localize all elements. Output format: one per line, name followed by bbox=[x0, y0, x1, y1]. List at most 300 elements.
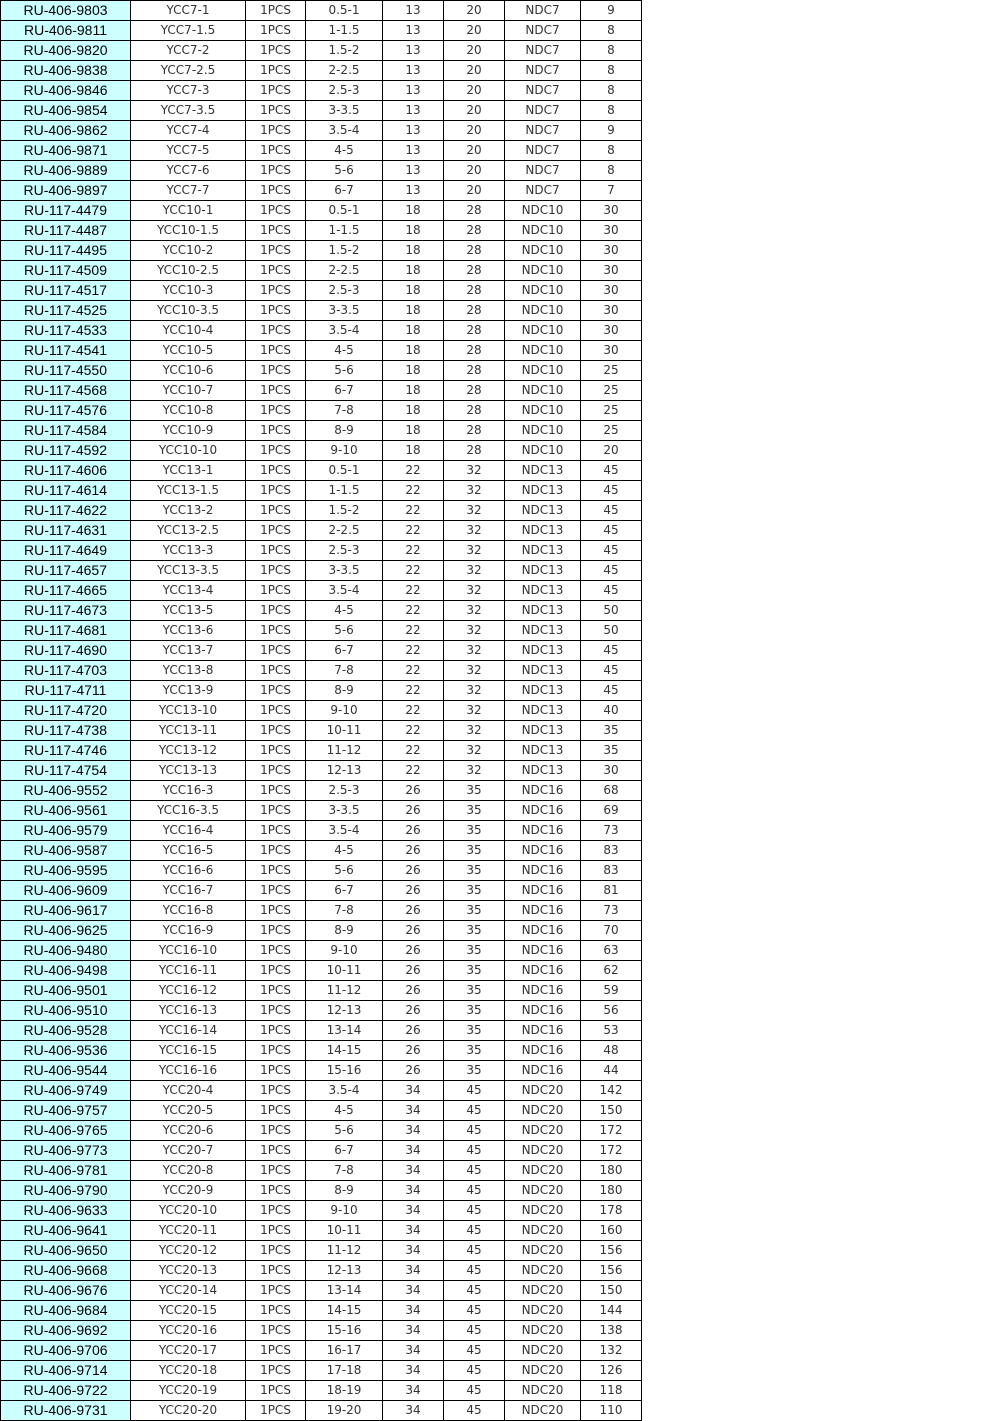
die-cell: NDC7 bbox=[505, 161, 581, 181]
quantity-cell: 30 bbox=[581, 241, 642, 261]
die-cell: NDC7 bbox=[505, 101, 581, 121]
quantity-cell: 45 bbox=[581, 481, 642, 501]
dim-b-cell: 28 bbox=[444, 441, 505, 461]
item-code-cell: RU-117-4746 bbox=[1, 741, 131, 761]
quantity-cell: 35 bbox=[581, 721, 642, 741]
range-cell: 16-17 bbox=[306, 1341, 383, 1361]
item-code-cell: RU-117-4631 bbox=[1, 521, 131, 541]
model-cell: YCC10-8 bbox=[131, 401, 246, 421]
model-cell: YCC16-12 bbox=[131, 981, 246, 1001]
range-cell: 4-5 bbox=[306, 601, 383, 621]
quantity-cell: 8 bbox=[581, 161, 642, 181]
item-code-cell: RU-117-4479 bbox=[1, 201, 131, 221]
die-cell: NDC13 bbox=[505, 561, 581, 581]
model-cell: YCC10-3 bbox=[131, 281, 246, 301]
quantity-cell: 35 bbox=[581, 741, 642, 761]
dim-a-cell: 26 bbox=[383, 941, 444, 961]
model-cell: YCC10-1 bbox=[131, 201, 246, 221]
dim-b-cell: 28 bbox=[444, 281, 505, 301]
dim-b-cell: 45 bbox=[444, 1201, 505, 1221]
item-code-cell: RU-117-4495 bbox=[1, 241, 131, 261]
unit-cell: 1PCS bbox=[246, 61, 306, 81]
table-row bbox=[1, 521, 642, 541]
model-cell: YCC20-17 bbox=[131, 1341, 246, 1361]
dim-b-cell: 32 bbox=[444, 701, 505, 721]
die-cell: NDC20 bbox=[505, 1181, 581, 1201]
unit-cell: 1PCS bbox=[246, 581, 306, 601]
model-cell: YCC20-10 bbox=[131, 1201, 246, 1221]
dim-a-cell: 34 bbox=[383, 1341, 444, 1361]
table-row bbox=[1, 881, 642, 901]
item-code-cell: RU-117-4592 bbox=[1, 441, 131, 461]
die-cell: NDC16 bbox=[505, 881, 581, 901]
quantity-cell: 8 bbox=[581, 81, 642, 101]
die-cell: NDC20 bbox=[505, 1081, 581, 1101]
item-code-cell: RU-117-4754 bbox=[1, 761, 131, 781]
item-code-cell: RU-117-4509 bbox=[1, 261, 131, 281]
table-row bbox=[1, 1021, 642, 1041]
item-code-cell: RU-406-9536 bbox=[1, 1041, 131, 1061]
dim-a-cell: 26 bbox=[383, 921, 444, 941]
die-cell: NDC20 bbox=[505, 1141, 581, 1161]
unit-cell: 1PCS bbox=[246, 1261, 306, 1281]
die-cell: NDC7 bbox=[505, 181, 581, 201]
unit-cell: 1PCS bbox=[246, 821, 306, 841]
table-row bbox=[1, 421, 642, 441]
dim-a-cell: 26 bbox=[383, 1001, 444, 1021]
range-cell: 4-5 bbox=[306, 141, 383, 161]
table-row bbox=[1, 1081, 642, 1101]
model-cell: YCC20-5 bbox=[131, 1101, 246, 1121]
model-cell: YCC20-4 bbox=[131, 1081, 246, 1101]
range-cell: 3.5-4 bbox=[306, 821, 383, 841]
unit-cell: 1PCS bbox=[246, 461, 306, 481]
unit-cell: 1PCS bbox=[246, 1101, 306, 1121]
die-cell: NDC10 bbox=[505, 301, 581, 321]
dim-b-cell: 32 bbox=[444, 561, 505, 581]
item-code-cell: RU-406-9510 bbox=[1, 1001, 131, 1021]
quantity-cell: 45 bbox=[581, 521, 642, 541]
dim-a-cell: 22 bbox=[383, 561, 444, 581]
item-code-cell: RU-406-9846 bbox=[1, 81, 131, 101]
dim-b-cell: 35 bbox=[444, 961, 505, 981]
item-code-cell: RU-117-4665 bbox=[1, 581, 131, 601]
unit-cell: 1PCS bbox=[246, 1401, 306, 1421]
item-code-cell: RU-406-9595 bbox=[1, 861, 131, 881]
dim-b-cell: 35 bbox=[444, 901, 505, 921]
dim-a-cell: 34 bbox=[383, 1401, 444, 1421]
die-cell: NDC16 bbox=[505, 841, 581, 861]
dim-b-cell: 20 bbox=[444, 41, 505, 61]
model-cell: YCC10-5 bbox=[131, 341, 246, 361]
unit-cell: 1PCS bbox=[246, 521, 306, 541]
model-cell: YCC7-2.5 bbox=[131, 61, 246, 81]
dim-b-cell: 20 bbox=[444, 181, 505, 201]
unit-cell: 1PCS bbox=[246, 1201, 306, 1221]
model-cell: YCC7-1 bbox=[131, 1, 246, 21]
dim-a-cell: 34 bbox=[383, 1161, 444, 1181]
model-cell: YCC10-2.5 bbox=[131, 261, 246, 281]
dim-a-cell: 26 bbox=[383, 801, 444, 821]
item-code-cell: RU-406-9714 bbox=[1, 1361, 131, 1381]
quantity-cell: 30 bbox=[581, 321, 642, 341]
table-row bbox=[1, 1181, 642, 1201]
range-cell: 1-1.5 bbox=[306, 21, 383, 41]
dim-a-cell: 13 bbox=[383, 41, 444, 61]
die-cell: NDC13 bbox=[505, 541, 581, 561]
dim-a-cell: 26 bbox=[383, 981, 444, 1001]
model-cell: YCC10-10 bbox=[131, 441, 246, 461]
range-cell: 6-7 bbox=[306, 641, 383, 661]
table-row bbox=[1, 1001, 642, 1021]
unit-cell: 1PCS bbox=[246, 621, 306, 641]
dim-a-cell: 13 bbox=[383, 121, 444, 141]
dim-b-cell: 28 bbox=[444, 401, 505, 421]
unit-cell: 1PCS bbox=[246, 1021, 306, 1041]
range-cell: 3.5-4 bbox=[306, 1081, 383, 1101]
model-cell: YCC10-9 bbox=[131, 421, 246, 441]
quantity-cell: 30 bbox=[581, 221, 642, 241]
dim-b-cell: 32 bbox=[444, 721, 505, 741]
item-code-cell: RU-406-9889 bbox=[1, 161, 131, 181]
dim-b-cell: 32 bbox=[444, 621, 505, 641]
table-row bbox=[1, 1241, 642, 1261]
quantity-cell: 45 bbox=[581, 501, 642, 521]
model-cell: YCC20-12 bbox=[131, 1241, 246, 1261]
item-code-cell: RU-406-9897 bbox=[1, 181, 131, 201]
unit-cell: 1PCS bbox=[246, 1381, 306, 1401]
dim-a-cell: 34 bbox=[383, 1241, 444, 1261]
unit-cell: 1PCS bbox=[246, 981, 306, 1001]
quantity-cell: 156 bbox=[581, 1261, 642, 1281]
range-cell: 3.5-4 bbox=[306, 581, 383, 601]
model-cell: YCC13-9 bbox=[131, 681, 246, 701]
quantity-cell: 25 bbox=[581, 381, 642, 401]
model-cell: YCC16-11 bbox=[131, 961, 246, 981]
dim-b-cell: 28 bbox=[444, 341, 505, 361]
unit-cell: 1PCS bbox=[246, 201, 306, 221]
range-cell: 14-15 bbox=[306, 1301, 383, 1321]
table-row bbox=[1, 781, 642, 801]
die-cell: NDC7 bbox=[505, 121, 581, 141]
table-row bbox=[1, 961, 642, 981]
quantity-cell: 83 bbox=[581, 861, 642, 881]
item-code-cell: RU-406-9676 bbox=[1, 1281, 131, 1301]
table-row bbox=[1, 461, 642, 481]
item-code-cell: RU-117-4738 bbox=[1, 721, 131, 741]
dim-a-cell: 18 bbox=[383, 421, 444, 441]
die-cell: NDC10 bbox=[505, 321, 581, 341]
unit-cell: 1PCS bbox=[246, 801, 306, 821]
quantity-cell: 150 bbox=[581, 1281, 642, 1301]
unit-cell: 1PCS bbox=[246, 1121, 306, 1141]
unit-cell: 1PCS bbox=[246, 1301, 306, 1321]
dim-b-cell: 32 bbox=[444, 601, 505, 621]
table-row bbox=[1, 41, 642, 61]
quantity-cell: 8 bbox=[581, 21, 642, 41]
dim-b-cell: 20 bbox=[444, 81, 505, 101]
die-cell: NDC7 bbox=[505, 41, 581, 61]
quantity-cell: 45 bbox=[581, 641, 642, 661]
item-code-cell: RU-406-9838 bbox=[1, 61, 131, 81]
dim-a-cell: 34 bbox=[383, 1121, 444, 1141]
table-row bbox=[1, 401, 642, 421]
item-code-cell: RU-117-4517 bbox=[1, 281, 131, 301]
dim-b-cell: 45 bbox=[444, 1121, 505, 1141]
range-cell: 4-5 bbox=[306, 1101, 383, 1121]
model-cell: YCC13-1.5 bbox=[131, 481, 246, 501]
die-cell: NDC20 bbox=[505, 1101, 581, 1121]
unit-cell: 1PCS bbox=[246, 941, 306, 961]
dim-a-cell: 13 bbox=[383, 61, 444, 81]
dim-a-cell: 34 bbox=[383, 1301, 444, 1321]
model-cell: YCC20-16 bbox=[131, 1321, 246, 1341]
unit-cell: 1PCS bbox=[246, 901, 306, 921]
table-row bbox=[1, 641, 642, 661]
range-cell: 12-13 bbox=[306, 1261, 383, 1281]
dim-a-cell: 22 bbox=[383, 581, 444, 601]
item-code-cell: RU-117-4622 bbox=[1, 501, 131, 521]
item-code-cell: RU-117-4576 bbox=[1, 401, 131, 421]
die-cell: NDC13 bbox=[505, 661, 581, 681]
range-cell: 2-2.5 bbox=[306, 521, 383, 541]
model-cell: YCC7-7 bbox=[131, 181, 246, 201]
table-row bbox=[1, 1041, 642, 1061]
dim-a-cell: 18 bbox=[383, 381, 444, 401]
unit-cell: 1PCS bbox=[246, 1001, 306, 1021]
range-cell: 9-10 bbox=[306, 1201, 383, 1221]
item-code-cell: RU-117-4720 bbox=[1, 701, 131, 721]
range-cell: 15-16 bbox=[306, 1321, 383, 1341]
unit-cell: 1PCS bbox=[246, 401, 306, 421]
range-cell: 9-10 bbox=[306, 941, 383, 961]
range-cell: 2-2.5 bbox=[306, 61, 383, 81]
die-cell: NDC13 bbox=[505, 521, 581, 541]
dim-a-cell: 34 bbox=[383, 1201, 444, 1221]
quantity-cell: 8 bbox=[581, 61, 642, 81]
unit-cell: 1PCS bbox=[246, 1141, 306, 1161]
dim-a-cell: 34 bbox=[383, 1221, 444, 1241]
range-cell: 12-13 bbox=[306, 761, 383, 781]
table-row bbox=[1, 1221, 642, 1241]
quantity-cell: 83 bbox=[581, 841, 642, 861]
dim-a-cell: 13 bbox=[383, 161, 444, 181]
item-code-cell: RU-406-9790 bbox=[1, 1181, 131, 1201]
dim-a-cell: 26 bbox=[383, 961, 444, 981]
dim-a-cell: 22 bbox=[383, 701, 444, 721]
range-cell: 8-9 bbox=[306, 1181, 383, 1201]
unit-cell: 1PCS bbox=[246, 1061, 306, 1081]
item-code-cell: RU-117-4487 bbox=[1, 221, 131, 241]
unit-cell: 1PCS bbox=[246, 281, 306, 301]
die-cell: NDC10 bbox=[505, 221, 581, 241]
model-cell: YCC13-2 bbox=[131, 501, 246, 521]
dim-b-cell: 20 bbox=[444, 61, 505, 81]
unit-cell: 1PCS bbox=[246, 1161, 306, 1181]
range-cell: 3-3.5 bbox=[306, 561, 383, 581]
dim-a-cell: 22 bbox=[383, 501, 444, 521]
unit-cell: 1PCS bbox=[246, 261, 306, 281]
table-row bbox=[1, 161, 642, 181]
dim-a-cell: 13 bbox=[383, 21, 444, 41]
model-cell: YCC20-9 bbox=[131, 1181, 246, 1201]
die-cell: NDC16 bbox=[505, 1041, 581, 1061]
table-row bbox=[1, 1281, 642, 1301]
unit-cell: 1PCS bbox=[246, 1241, 306, 1261]
dim-b-cell: 45 bbox=[444, 1241, 505, 1261]
model-cell: YCC13-7 bbox=[131, 641, 246, 661]
dim-b-cell: 45 bbox=[444, 1081, 505, 1101]
dim-b-cell: 28 bbox=[444, 241, 505, 261]
table-row bbox=[1, 61, 642, 81]
dim-a-cell: 26 bbox=[383, 821, 444, 841]
quantity-cell: 45 bbox=[581, 541, 642, 561]
quantity-cell: 56 bbox=[581, 1001, 642, 1021]
die-cell: NDC20 bbox=[505, 1321, 581, 1341]
dim-b-cell: 45 bbox=[444, 1101, 505, 1121]
dim-b-cell: 20 bbox=[444, 1, 505, 21]
model-cell: YCC13-8 bbox=[131, 661, 246, 681]
dim-b-cell: 45 bbox=[444, 1221, 505, 1241]
quantity-cell: 63 bbox=[581, 941, 642, 961]
unit-cell: 1PCS bbox=[246, 361, 306, 381]
dim-a-cell: 26 bbox=[383, 1061, 444, 1081]
item-code-cell: RU-406-9501 bbox=[1, 981, 131, 1001]
item-code-cell: RU-406-9731 bbox=[1, 1401, 131, 1421]
quantity-cell: 45 bbox=[581, 661, 642, 681]
item-code-cell: RU-117-4614 bbox=[1, 481, 131, 501]
dim-b-cell: 35 bbox=[444, 941, 505, 961]
die-cell: NDC7 bbox=[505, 1, 581, 21]
unit-cell: 1PCS bbox=[246, 1041, 306, 1061]
dim-b-cell: 35 bbox=[444, 1061, 505, 1081]
dim-b-cell: 35 bbox=[444, 821, 505, 841]
model-cell: YCC10-6 bbox=[131, 361, 246, 381]
table-row bbox=[1, 281, 642, 301]
dim-a-cell: 18 bbox=[383, 341, 444, 361]
die-cell: NDC10 bbox=[505, 201, 581, 221]
range-cell: 6-7 bbox=[306, 1141, 383, 1161]
item-code-cell: RU-117-4657 bbox=[1, 561, 131, 581]
dim-a-cell: 22 bbox=[383, 521, 444, 541]
range-cell: 10-11 bbox=[306, 961, 383, 981]
table-row bbox=[1, 941, 642, 961]
dim-a-cell: 26 bbox=[383, 781, 444, 801]
dim-a-cell: 26 bbox=[383, 1021, 444, 1041]
table-row bbox=[1, 81, 642, 101]
quantity-cell: 178 bbox=[581, 1201, 642, 1221]
item-code-cell: RU-406-9480 bbox=[1, 941, 131, 961]
dim-b-cell: 45 bbox=[444, 1161, 505, 1181]
table-row bbox=[1, 441, 642, 461]
die-cell: NDC16 bbox=[505, 801, 581, 821]
model-cell: YCC16-13 bbox=[131, 1001, 246, 1021]
table-row bbox=[1, 561, 642, 581]
unit-cell: 1PCS bbox=[246, 1321, 306, 1341]
unit-cell: 1PCS bbox=[246, 141, 306, 161]
die-cell: NDC7 bbox=[505, 61, 581, 81]
range-cell: 10-11 bbox=[306, 721, 383, 741]
model-cell: YCC13-3 bbox=[131, 541, 246, 561]
quantity-cell: 7 bbox=[581, 181, 642, 201]
die-cell: NDC10 bbox=[505, 401, 581, 421]
die-cell: NDC10 bbox=[505, 261, 581, 281]
dim-b-cell: 28 bbox=[444, 421, 505, 441]
item-code-cell: RU-406-9773 bbox=[1, 1141, 131, 1161]
model-cell: YCC20-15 bbox=[131, 1301, 246, 1321]
die-cell: NDC13 bbox=[505, 601, 581, 621]
quantity-cell: 142 bbox=[581, 1081, 642, 1101]
model-cell: YCC13-1 bbox=[131, 461, 246, 481]
quantity-cell: 20 bbox=[581, 441, 642, 461]
item-code-cell: RU-406-9561 bbox=[1, 801, 131, 821]
unit-cell: 1PCS bbox=[246, 241, 306, 261]
quantity-cell: 30 bbox=[581, 341, 642, 361]
range-cell: 18-19 bbox=[306, 1381, 383, 1401]
quantity-cell: 180 bbox=[581, 1161, 642, 1181]
unit-cell: 1PCS bbox=[246, 41, 306, 61]
table-row bbox=[1, 861, 642, 881]
table-row bbox=[1, 121, 642, 141]
item-code-cell: RU-406-9692 bbox=[1, 1321, 131, 1341]
item-code-cell: RU-406-9650 bbox=[1, 1241, 131, 1261]
range-cell: 2.5-3 bbox=[306, 81, 383, 101]
range-cell: 15-16 bbox=[306, 1061, 383, 1081]
item-code-cell: RU-117-4525 bbox=[1, 301, 131, 321]
item-code-cell: RU-406-9781 bbox=[1, 1161, 131, 1181]
dim-a-cell: 26 bbox=[383, 861, 444, 881]
model-cell: YCC20-18 bbox=[131, 1361, 246, 1381]
quantity-cell: 30 bbox=[581, 201, 642, 221]
unit-cell: 1PCS bbox=[246, 21, 306, 41]
range-cell: 0.5-1 bbox=[306, 1, 383, 21]
item-code-cell: RU-117-4690 bbox=[1, 641, 131, 661]
range-cell: 7-8 bbox=[306, 661, 383, 681]
die-cell: NDC13 bbox=[505, 641, 581, 661]
dim-b-cell: 32 bbox=[444, 541, 505, 561]
unit-cell: 1PCS bbox=[246, 421, 306, 441]
dim-a-cell: 26 bbox=[383, 841, 444, 861]
table-row bbox=[1, 361, 642, 381]
table-row bbox=[1, 1321, 642, 1341]
item-code-cell: RU-406-9722 bbox=[1, 1381, 131, 1401]
model-cell: YCC20-11 bbox=[131, 1221, 246, 1241]
table-row bbox=[1, 321, 642, 341]
unit-cell: 1PCS bbox=[246, 721, 306, 741]
dim-b-cell: 35 bbox=[444, 921, 505, 941]
dim-b-cell: 35 bbox=[444, 1041, 505, 1061]
dim-a-cell: 18 bbox=[383, 301, 444, 321]
unit-cell: 1PCS bbox=[246, 321, 306, 341]
dim-b-cell: 32 bbox=[444, 521, 505, 541]
item-code-cell: RU-117-4711 bbox=[1, 681, 131, 701]
dim-b-cell: 45 bbox=[444, 1261, 505, 1281]
die-cell: NDC13 bbox=[505, 701, 581, 721]
quantity-cell: 45 bbox=[581, 581, 642, 601]
table-row bbox=[1, 301, 642, 321]
dim-a-cell: 18 bbox=[383, 441, 444, 461]
model-cell: YCC20-20 bbox=[131, 1401, 246, 1421]
unit-cell: 1PCS bbox=[246, 841, 306, 861]
range-cell: 0.5-1 bbox=[306, 461, 383, 481]
item-code-cell: RU-406-9641 bbox=[1, 1221, 131, 1241]
die-cell: NDC7 bbox=[505, 81, 581, 101]
die-cell: NDC10 bbox=[505, 441, 581, 461]
die-cell: NDC13 bbox=[505, 501, 581, 521]
die-cell: NDC10 bbox=[505, 241, 581, 261]
table-row bbox=[1, 481, 642, 501]
die-cell: NDC10 bbox=[505, 341, 581, 361]
